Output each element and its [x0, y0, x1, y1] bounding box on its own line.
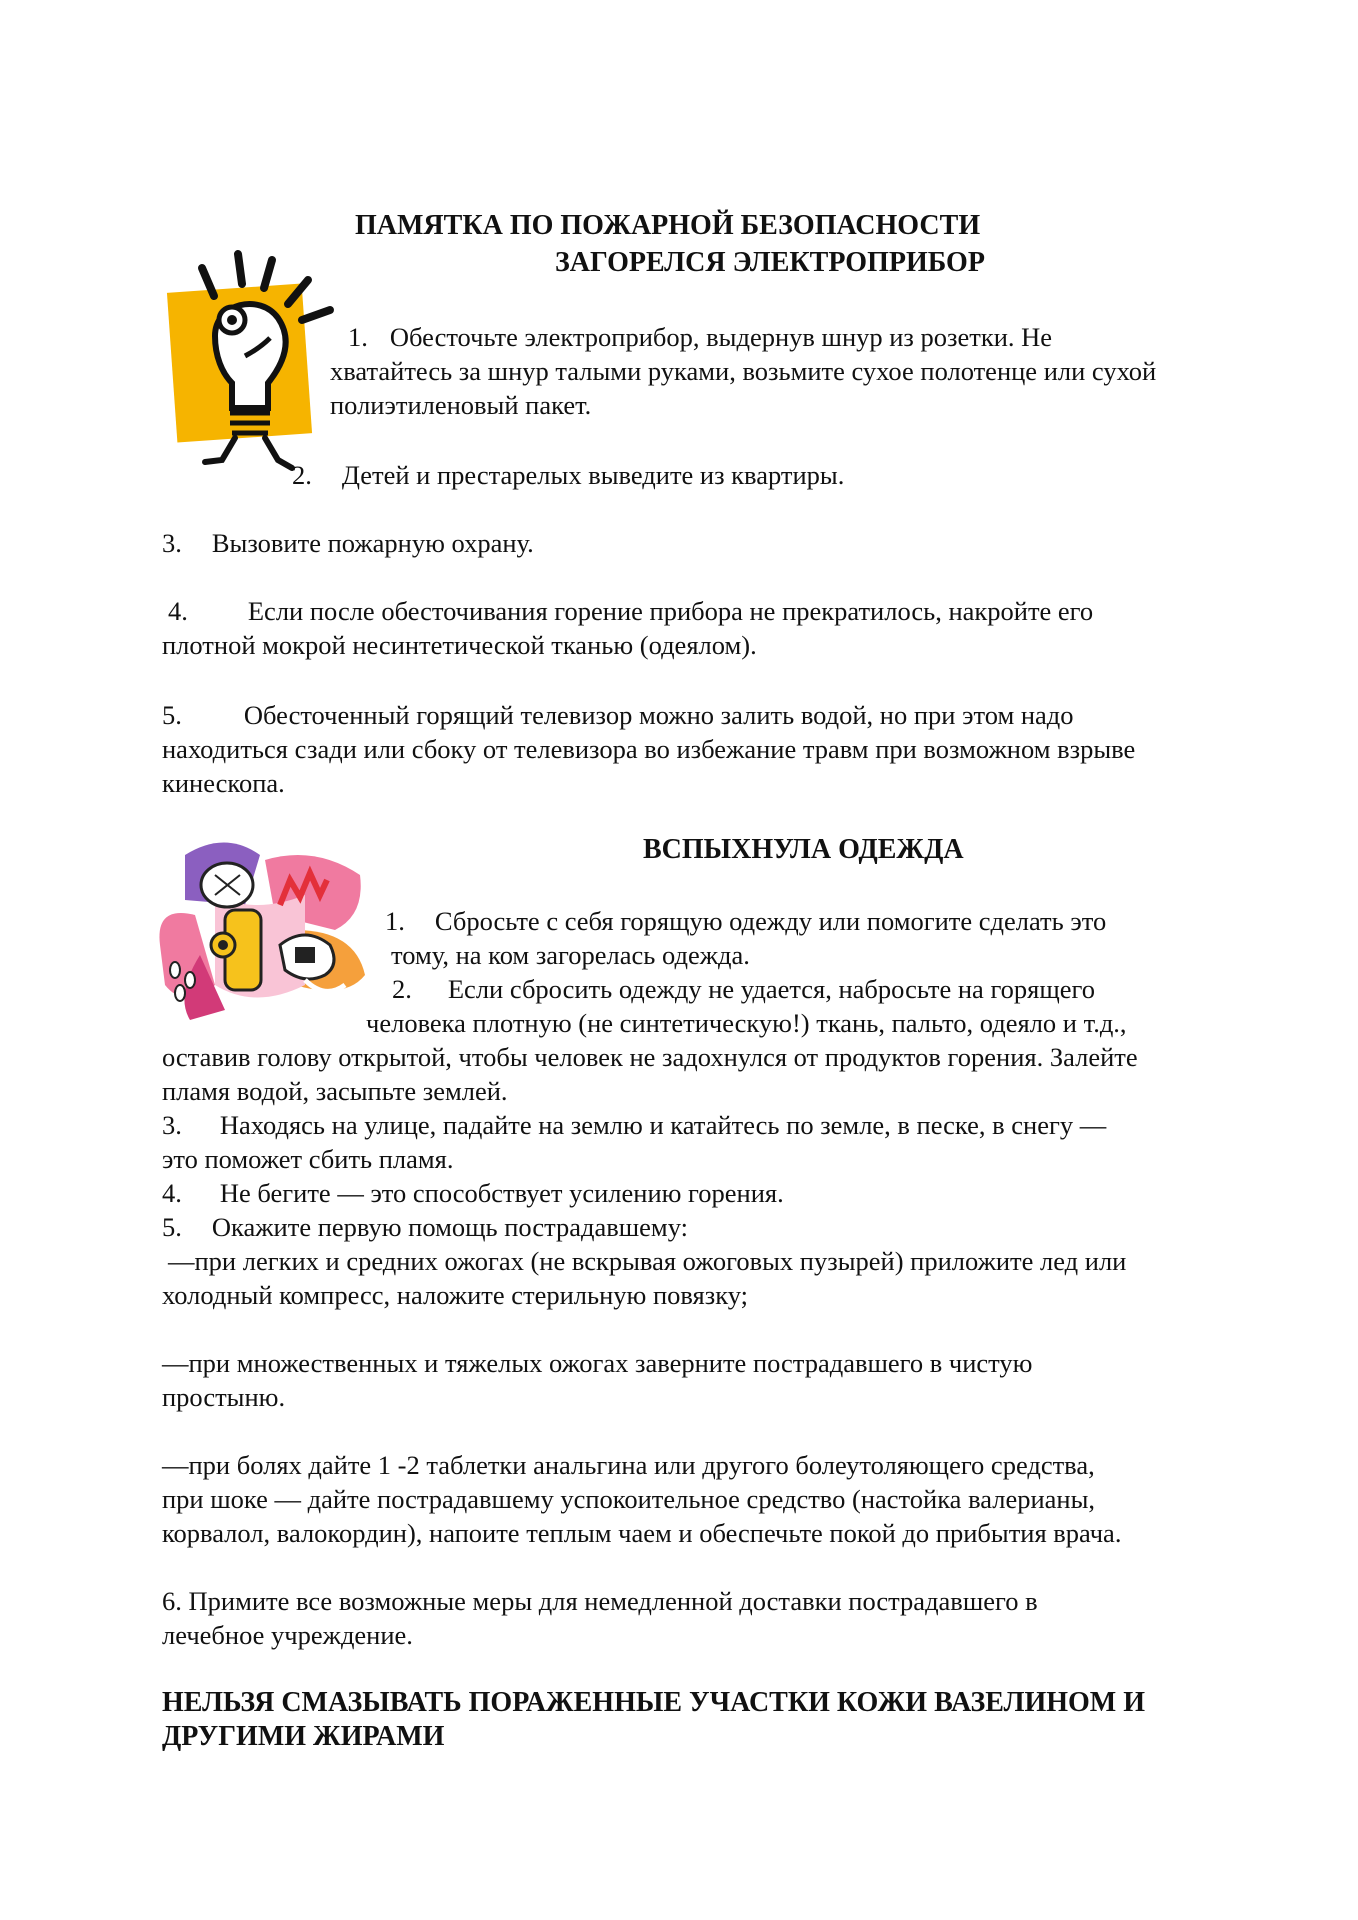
list-item: 6. Примите все возможные меры для немедленной доставки пострадавшего в лечебное учреждение.	[162, 1586, 1038, 1650]
list-item: 2. Детей и престарелых выведите из квартиры.	[292, 460, 845, 490]
section-heading-electrical: ЗАГОРЕЛСЯ ЭЛЕКТРОПРИБОР	[555, 247, 985, 278]
list-item: 3. Находясь на улице, падайте на землю и катайтесь по земле, в песке, в снегу — это поможет сбить пламя.	[162, 1110, 1107, 1174]
warning-text: НЕЛЬЗЯ СМАЗЫВАТЬ ПОРАЖЕННЫЕ УЧАСТКИ КОЖИ ВАЗЕЛИНОМ И ДРУГИМИ ЖИРАМИ	[162, 1687, 1146, 1752]
list-item: 3. Вызовите пожарную охрану.	[162, 528, 534, 558]
list-item: 4. Не бегите — это способствует усилению горения.	[162, 1178, 784, 1208]
list-item: —при болях дайте 1 -2 таблетки анальгина или другого болеутоляющего средства, при шоке — дайте пострадавшему успокоительное средство (настойка валерианы, корвалол, валокордин), напоите теплым чаем и обеспечьте покой до прибытия врача.	[162, 1450, 1122, 1548]
document-title: ПАМЯТКА ПО ПОЖАРНОЙ БЕЗОПАСНОСТИ	[355, 210, 981, 241]
list-item: 2. Если сбросить одежду не удается, набросьте на горящего человека плотную (не синтетическую!) ткань, пальто, одеяло и т.д., оставив голову открытой, чтобы человек не задохнулся от продуктов горения. Залейте пламя водой, засыпьте землей.	[162, 974, 1138, 1106]
list-item: 5. Окажите первую помощь пострадавшему:	[162, 1212, 688, 1242]
list-item: —при легких и средних ожогах (не вскрывая ожоговых пузырей) приложите лед или холодный компресс, наложите стерильную повязку;	[162, 1246, 1127, 1310]
list-item: 1. Обесточьте электроприбор, выдернув шнур из розетки. Не хватайтесь за шнур талыми руками, возьмите сухое полотенце или сухой полиэтиленовый пакет.	[330, 322, 1157, 420]
list-item: 5. Обесточенный горящий телевизор можно залить водой, но при этом надо находиться сзади или сбоку от телевизора во избежание травм при возможном взрыве кинескопа.	[162, 700, 1136, 798]
section-heading-clothing: ВСПЫХНУЛА ОДЕЖДА	[643, 834, 964, 865]
list-item: —при множественных и тяжелых ожогах заверните пострадавшего в чистую простыню.	[162, 1348, 1033, 1412]
list-item: 1. Сбросьте с себя горящую одежду или помогите сделать это тому, на ком загорелась одежда.	[385, 906, 1107, 970]
light-bulb-icon	[160, 248, 340, 478]
list-item: 4. Если после обесточивания горение прибора не прекратилось, накройте его плотной мокрой несинтетической тканью (одеялом).	[162, 596, 1094, 660]
